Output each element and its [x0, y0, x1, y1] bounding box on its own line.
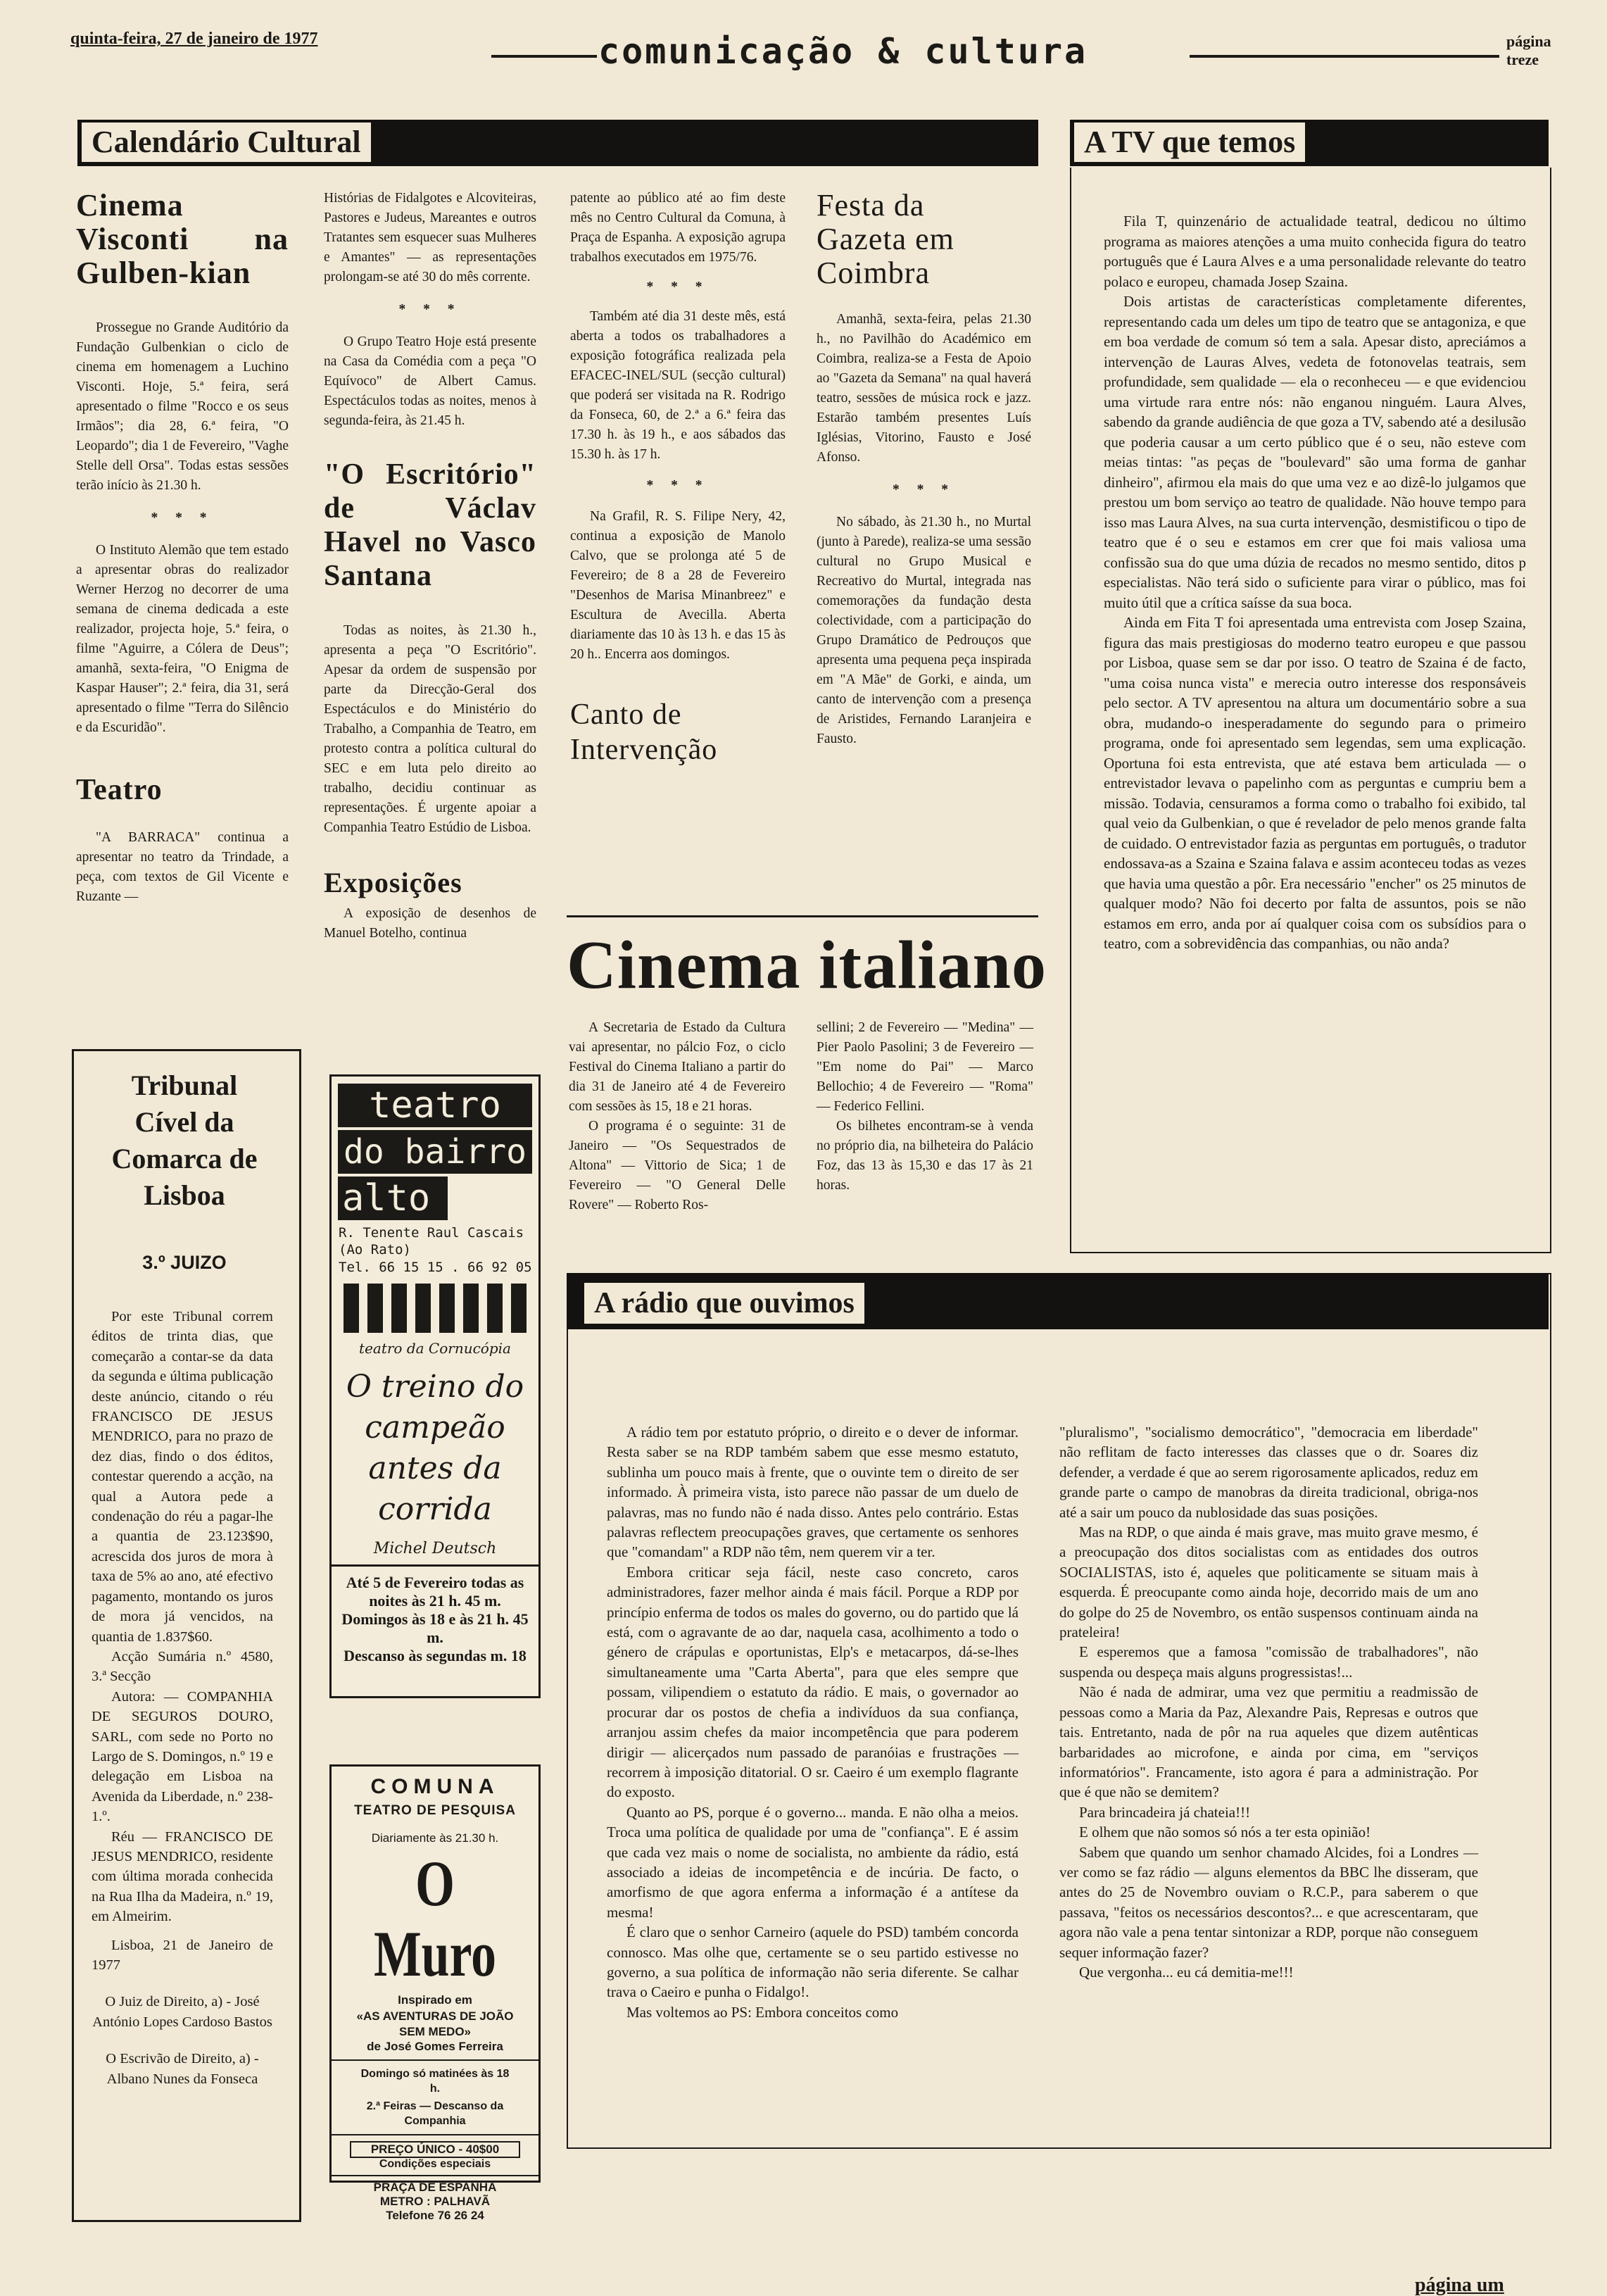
ad-bairro-alto: [329, 1074, 541, 1698]
calendario-col-2: [324, 189, 536, 943]
ad-comuna-inspired: Inspirado em: [398, 1993, 472, 2007]
ad-comuna-place1: PRAÇA DE ESPANHA: [373, 2181, 497, 2194]
teatro-title: Teatro: [76, 774, 163, 806]
cinema-italiano-left-p1: A Secretaria de Estado da Cultura vai apresentar, no pálcio Foz, o ciclo Festival do Cinema Italiano a partir do dia 31 de Janeiro até 4 de Fevereiro com sessões às 15, 18 e 21 horas.: [569, 1020, 786, 1114]
ad-comuna-daily: Diariamente às 21.30 h.: [371, 1831, 499, 1845]
cinema-visconti-title: Cinema Visconti na Gulben-kian: [76, 188, 289, 290]
ad-comuna-divider-2: [332, 2134, 538, 2135]
cinema-visconti-p1: Prossegue no Grande Auditório da Fundação Gulbenkian o ciclo de cinema em homenagem a Luchino Visconti. Hoje, 5.ª feira, será apresentado o filme "Rocco e os seus Irmãos"; dia 28, 6.ª feira, "O Leopardo"; dia 1 de Fevereiro, "Vaghe Stelle dell Orsa". Todas estas sessões terão início às 21.30 h.: [76, 320, 289, 493]
col3-p1: patente ao público até ao fim deste mês no Centro Cultural da Comuna, à Praça de Espanha. A exposição agrupa trabalhos executados em 1975/76.: [570, 191, 786, 265]
cinema-italiano-right-p1: sellini; 2 de Fevereiro — "Medina" — Pier Paolo Pasolini; 3 de Fevereiro — "Em nome do Pai" — Marco Bellochio; 4 de Fevereiro — "Roma" — Federico Fellini.: [817, 1020, 1033, 1114]
col2-p3: Todas as noites, às 21.30 h., apresenta a peça "O Escritório". Apesar da ordem de suspensão por parte da Direcção-Geral dos Espectáculos e do Ministério do Trabalho, a Companhia de Teatro, em protesto contra a política cultural do SEC e em luta pelo direito ao trabalho, decidiu continuar as representações. É urgente apoiar a Companhia Teatro Estúdio de Lisboa.: [324, 623, 536, 835]
masthead-date: quinta-feira, 27 de janeiro de 1977: [70, 30, 318, 48]
radio-label: A rádio que ouvimos: [583, 1281, 866, 1325]
tribunal-p3: Autora: — COMPANHIA DE SEGUROS DOURO, SARL, com sede no Porto no Largo de S. Domingos, n.º 19 e delegação em Lisboa na Avenida da Liberdade, n.º 238-1.º.: [92, 1688, 273, 1825]
ad-comuna-sched1: Domingo só matinées às 18 h.: [360, 2068, 510, 2095]
cinema-italiano-right: [817, 1018, 1033, 1196]
ad-bairro-name1: teatro: [338, 1084, 532, 1127]
col4-p1: Amanhã, sexta-feira, pelas 21.30 h., no Pavilhão do Académico em Coimbra, realiza-se a Festa de Apoio ao "Gazeta da Semana" na qual haverá teatro, sessões de música rock e jazz. Estarão também presentes Luís Iglésias, Vitorino, Fausto e José Afonso.: [817, 312, 1031, 465]
radio-left-p1: A rádio tem por estatuto próprio, o direito e o dever de informar. Resta saber se na RDP também sabem que esse mesmo estatuto, sublinha um pouco mais à frente, que o ouvinte tem o direito de ser informado. À primeira vista, isto parece não passar de um duelo de palavras, mas no fundo não é nada disso. Antes pelo contrário. Estas palavras reflectem preocupações graves, que certamente os senhores que "comandam" a RDP não têm, nem querem vir a ter.: [607, 1424, 1019, 1561]
masthead: [70, 25, 1551, 72]
ad-comuna-price: PREÇO ÚNICO - 40$00: [350, 2141, 520, 2158]
teatro-p1: "A BARRACA" continua a apresentar no teatro da Trindade, a peça, com textos de Gil Vicente e Ruzante —: [76, 830, 289, 904]
col3-stars-2: * * *: [646, 478, 710, 493]
ad-bairro-play: O treino do campeão antes da corrida: [346, 1369, 524, 1527]
col3-p3: Na Grafil, R. S. Filipe Nery, 42, continua a exposição de Manolo Calvo, que se prolonga até 5 de Fevereiro; de 8 a 28 de Fevereiro "Desenhos de Marisa Minanbreez" e Escultura de Avecilla. Aberta diariamente das 10 às 13 h. e das 15 às 20 h.. Encerra aos domingos.: [570, 509, 786, 662]
tribunal-p4: Réu — FRANCISCO DE JESUS MENDRICO, residente com última morada conhecida na Rua Ilha da Madeira, n.º 19, em Almeirim.: [92, 1828, 273, 1925]
radio-right-p1: "pluralismo", "socialismo democrático", "democracia em liberdade" não reflitam de facto interesses das classes que o dr. Soares diz defender, a verdade é que ao serem rigorosamente aplicados, reduz em grande parte o campo de manobras da direita tradicional, obriga-nos até a sair um pouco da nublosidade das suas posições.: [1059, 1424, 1478, 1521]
ad-bairro-divider: [332, 1564, 538, 1567]
calendario-bottom-rule: [567, 915, 1038, 917]
col2-p1: Histórias de Fidalgotes e Alcoviteiras, Pastores e Judeus, Mareantes e outros Tratantes sem esquecer suas Mulheres e Amantes" — as representações prolongam-se até 30 do mês corrente.: [324, 191, 536, 284]
ad-bairro-logo: [338, 1084, 532, 1220]
cinema-italiano-left-p2: O programa é o seguinte: 31 de Janeiro — "Os Sequestrados de Altona" — Vittorio de Sica; 1 de Fevereiro — "O General Delle Rovere" — Roberto Ros-: [569, 1119, 786, 1212]
cinema-italiano-left: [569, 1018, 786, 1215]
footer-page: página um: [1415, 2274, 1504, 2296]
ad-comuna-book: «AS AVENTURAS DE JOÃO SEM MEDO»: [356, 2009, 514, 2038]
tribunal-text: [92, 1307, 273, 2089]
tribunal-p1: Por este Tribunal correm éditos de trinta dias, que começarão a contar-se da data da segunda e última publicação deste anúncio, citando o réu FRANCISCO DE JESUS MENDRICO, para no prazo de dez dias, findo o dos éditos, contestar querendo a acção, na qual a Autora pede a condenação do réu a pagar-lhe a quantia de 23.123$90, acrescida dos juros de mora à taxa de 5% ao ano, até efectivo pagamento, montando os juros de mora já vencidos, na quantia de 1.837$60.: [92, 1309, 273, 1645]
radio-left-p4: É claro que o senhor Carneiro (aquele do PSD) também concorda connosco. Mas olhe que, certamente se o seu partido estivesse no governo, a sua política de informação não seria diferente. Se calhar trava o Caeiro e punha o Fidalgo!.: [607, 1924, 1019, 2001]
havel-title: "O Escritório" de Václav Havel no Vasco Santana: [324, 458, 536, 592]
radio-right-p6: E olhem que não somos só nós a ter esta opinião!: [1079, 1824, 1371, 1841]
cinema-visconti-stars: * * *: [151, 510, 214, 525]
ad-bairro-figures: [344, 1284, 527, 1333]
radio-left-p2: Embora criticar seja fácil, neste caso concreto, caros administradores, fazer melhor ainda é mais fácil. Porque a RDP por princípio enferma de todos os males do governo, ou do partido que lá está, com o agravante de ao dar, naquela casa, acolhimento a todo o género de crápulas e oportunistas, Elp's e metacarpos, dá-se-lhes simultaneamente uma "Carta Aberta", para que eles sempre que possam, vilipendiem o estatuto da rádio. E mais, o governador ao procurar dar os postos de chefia a indivíduos da sua confiança, arranjou assim chefes da maior incompetência que para poderem dirigir — alicerçados num passado de paranóias e frustrações — recorrem à imposição ditatorial. O sr. Caeiro é um exemplo flagrante do exposto.: [607, 1563, 1019, 1801]
ad-bairro-company: teatro da Cornucópia: [359, 1340, 511, 1357]
masthead-page: página treze: [1506, 32, 1551, 68]
canto-title: Canto de Intervenção: [570, 698, 718, 766]
ad-comuna-divider-1: [332, 2059, 538, 2061]
ad-bairro-name3: alto: [338, 1177, 448, 1220]
ad-bairro-author: Michel Deutsch: [373, 1540, 497, 1557]
calendario-label: Calendário Cultural: [80, 121, 372, 163]
calendario-col-4: [817, 189, 1031, 749]
tribunal-juizo: 3.º JUIZO: [142, 1252, 227, 1273]
ad-comuna: [329, 1764, 541, 2222]
tribunal-p2: Acção Sumária n.º 4580, 3.ª Secção: [92, 1648, 273, 1685]
col3-p2: Também até dia 31 deste mês, está aberta a todos os trabalhadores a exposição fotográfica realizada pela EFACEC-INEL/SUL (secção cultural) que poderá ser visitada na R. Rodrigo da Fonseca, 60, de 2.ª a 6.ª feira das 17.30 h. às 19 h., e aos sábados das 15.30 h. às 17 h.: [570, 309, 786, 462]
masthead-section: comunicação & cultura: [598, 31, 1088, 72]
cinema-visconti-p2: O Instituto Alemão que tem estado a apresentar obras do realizador Werner Herzog no decorrer de uma semana de cinema dedicada a este realizador, projecta hoje, 5.ª feira, o filme "Aguirre, a Cólera de Deus"; amanhã, sexta-feira, "O Enigma de Kaspar Hauser"; 2.ª feira, dia 31, será apresentado o filme "Terra do Silêncio e da Escuridão".: [76, 543, 289, 735]
tribunal-p6: O Juiz de Direito, a) - José António Lopes Cardoso Bastos: [92, 1994, 272, 2030]
masthead-rule-left: [491, 55, 597, 58]
radio-right-p2: Mas na RDP, o que ainda é mais grave, mas muito grave mesmo, é a preocupação dos ditos socialistas com as entidades dos outros SOCIALISTAS, isto é, aqueles que politicamente se situam mais à esquerda. É preocupante como ainda hoje, decorrido mais de um ano do golpe do 25 de Novembro, os então suspensos continuam ainda na prateleira!: [1059, 1524, 1478, 1641]
tribunal-p7: O Escrivão de Direito, a) - Albano Nunes da Fonseca: [106, 2051, 259, 2087]
ad-comuna-divider-3: [332, 2175, 538, 2176]
radio-right-p8: Que vergonha... eu cá demitia-me!!!: [1079, 1963, 1294, 1981]
ad-comuna-cond: Condições especiais: [379, 2158, 491, 2170]
col4-p2: No sábado, às 21.30 h., no Murtal (junto à Parede), realiza-se uma sessão cultural no Grupo Musical e Recreativo do Murtal, integrada nas comemorações da fundação desta colectividade, com a participação do Grupo Dramático de Pedrouços que apresenta uma pequena peça inspirada em "A Mãe" de Gorki, e ainda, um canto de intervenção com a presença de Aristides, Fernando Laranjeira e Fausto.: [817, 515, 1031, 746]
tv-p2: Dois artistas de características completamente diferentes, representando cada um deles um tipo de teatro que se antagoniza, e que em boa verdade de comum só tem a sala. Apesar disto, apreciámos a intervenção de Lauras Alves, vedeta de fotonovelas teatrais, sem profundidade, sem qualidade — ela o reconheceu — e que evidenciou uma virtude rara entre nós: não enganou ninguém. Laura Alves, sabendo da grande audiência de que goza a TV, sabendo até a desilusão que poderia causar a um certo público que é o seu, não esteve com meias tintas: "as peças de "boulevard" são uma forma de ganhar dinheiro", afirmou ela mais do que uma vez e ao dizê-lo julgamos que prestou um bom serviço ao teatro de qualidade. Não houve tempo para isso mas Laura Alves, na sua curta intervenção, desmistificou o tipo de teatro que é o seu e estamos em crer que foi mais valiosa uma confissão sua do que uma dúzia de recados no mesmo sentido, ditos p especialistas. Não terá sido o suficiente para virar o público, mas foi muito útil que a crítica saísse da sua boca.: [1104, 293, 1527, 611]
tv-p1: Fila T, quinzenário de actualidade teatral, dedicou no último programa as maiores atenções a uma muito conhecida figura do teatro português que é Laura Alves e a uma personalidade relevante do teatro polaco e europeu, chamada Josep Szaina.: [1104, 213, 1526, 290]
ad-comuna-phone: Telefone 76 26 24: [386, 2209, 484, 2222]
cinema-italiano-right-p2: Os bilhetes encontram-se à venda no próprio dia, na bilheteira do Palácio Foz, das 13 às 15,30 e das 17 às 21 horas.: [817, 1119, 1033, 1193]
radio-right-p4: Não é nada de admirar, uma vez que permitiu a readmissão de pessoas como a Maria da Paz, Alexandre Pais, Represas e outros que tais. Entretanto, nada de pôr na rua aqueles que dizem autênticas barbaridades ao microfone, e ainda por cima, em "serviços informatórios". Francamente, isto agora é para a administração. Por que é que não se demitem?: [1059, 1683, 1478, 1801]
ad-bairro-sched1: Até 5 de Fevereiro todas as noites às 21 h. 45 m.: [346, 1574, 524, 1610]
tribunal-title: Tribunal Cível da Comarca de Lisboa: [111, 1069, 258, 1211]
ad-bairro-name2: do bairro: [338, 1130, 532, 1174]
masthead-rule-right: [1190, 55, 1499, 58]
ad-comuna-play: O Muro: [373, 1848, 497, 1990]
cinema-italiano-title: Cinema italiano: [567, 927, 1047, 1003]
radio-right-p7: Sabem que quando um senhor chamado Alcides, foi a Londres — ver como se faz rádio — alguns elementos da BBC lhe disseram, que antes do 25 de Novembro ouviam o R.C.P., para saberem o que passava, "feitos os necessários descontos?... e que acrescentaram, que agora não vale a pena tentar sintonizar a RDP, porque não conseguem sequer informação fazer?: [1059, 1843, 1478, 1961]
col2-p4: A exposição de desenhos de Manuel Botelho, continua: [324, 906, 536, 941]
radio-right-p5: Para brincadeira já chateia!!!: [1079, 1803, 1251, 1821]
calendario-col-3: [570, 189, 786, 780]
ad-comuna-sub: TEATRO DE PESQUISA: [354, 1803, 516, 1818]
ad-bairro-phone: Tel. 66 15 15 . 66 92 05: [339, 1260, 532, 1275]
tribunal-p5: Lisboa, 21 de Janeiro de 1977: [92, 1937, 273, 1973]
ad-comuna-author: de José Gomes Ferreira: [367, 2040, 503, 2053]
festa-title: Festa da Gazeta em Coimbra: [817, 188, 954, 290]
ad-bairro-sched2: Domingos às 18 e às 21 h. 45 m.: [341, 1610, 529, 1646]
ad-comuna-sched2: 2.ª Feiras — Descanso da Companhia: [366, 2100, 504, 2127]
ad-comuna-place2: METRO : PALHAVÃ: [379, 2195, 491, 2208]
col2-p2: O Grupo Teatro Hoje está presente na Casa da Comédia com a peça "O Equívoco" de Albert Camus. Espectáculos todas as noites, menos à segunda-feira, às 21.45 h.: [324, 334, 536, 428]
ad-bairro-sched3: Descanso às segundas m. 18: [344, 1647, 527, 1664]
col4-stars: * * *: [893, 482, 955, 497]
radio-left: [607, 1422, 1019, 2022]
ad-bairro-address: R. Tenente Raul Cascais (Ao Rato): [339, 1225, 524, 1257]
tv-text: [1104, 211, 1526, 954]
radio-left-p3: Quanto ao PS, porque é o governo... manda. E não olha a meios. Troca uma política de qualidade por uma de "confiança". E é assim que cada vez mais o nome de socialista, no ambiente da rádio, está associado a ideias de incompetência e de incúria. De facto, o amorfismo de que agora enferma a informação é a antítese da mesma!: [607, 1803, 1019, 1921]
col2-stars: * * *: [398, 302, 462, 317]
radio-right-p3: E esperemos que a famosa "comissão de trabalhadores", não suspenda ou despeça mais alguns progressistas!...: [1059, 1643, 1478, 1681]
ad-comuna-name: COMUNA: [370, 1775, 500, 1798]
calendario-col-1: [76, 189, 289, 907]
tv-p3: Ainda em Fita T foi apresentada uma entrevista com Josep Szaina, figura das mais prestigiosas do moderno teatro europeu e que passou por Lisboa, quase sem se dar por isso. O teatro de Szaina é de facto, "uma coisa nunca vista" e merecia outro interesse dos responsáveis pelo sector. A TV apresentou na altura um documentário sobre a sua obra, mudando-o inesperadamente do segundo para o primeiro programa, onde foi apresentado sem legendas, sem uma explicação. Oportuna foi esta entrevista, que até estava bem articulada — o entrevistador levava o papelinho com as perguntas e cumpriu bem a missão. Todavia, censuramos a forma como o trabalho foi exibido, tal qual veio da Gulbenkian, o que é revelador de pelo menos grande falta de cuidado. O entrevistador fazia as perguntas em português, o tradutor endossava-as a Szaina e Szaina falava e assim aconteceu todas as vezes que havia uma questão a pôr. Era necessário "encher" os 25 minutos de qualquer modo? Não foi decerto por falta de assuntos, pois se não estamos em erro, anda por aí qualquer coisa com os subsídios para o teatro, com a sobrevidência das companhias, ou não anda?: [1104, 614, 1526, 952]
col3-stars-1: * * *: [646, 280, 710, 294]
radio-right: [1059, 1422, 1478, 1982]
tv-label: A TV que temos: [1073, 121, 1306, 163]
exposicoes-title: Exposições: [324, 867, 462, 898]
radio-left-p5: Mas voltemos ao PS: Embora conceitos como: [626, 2003, 899, 2021]
